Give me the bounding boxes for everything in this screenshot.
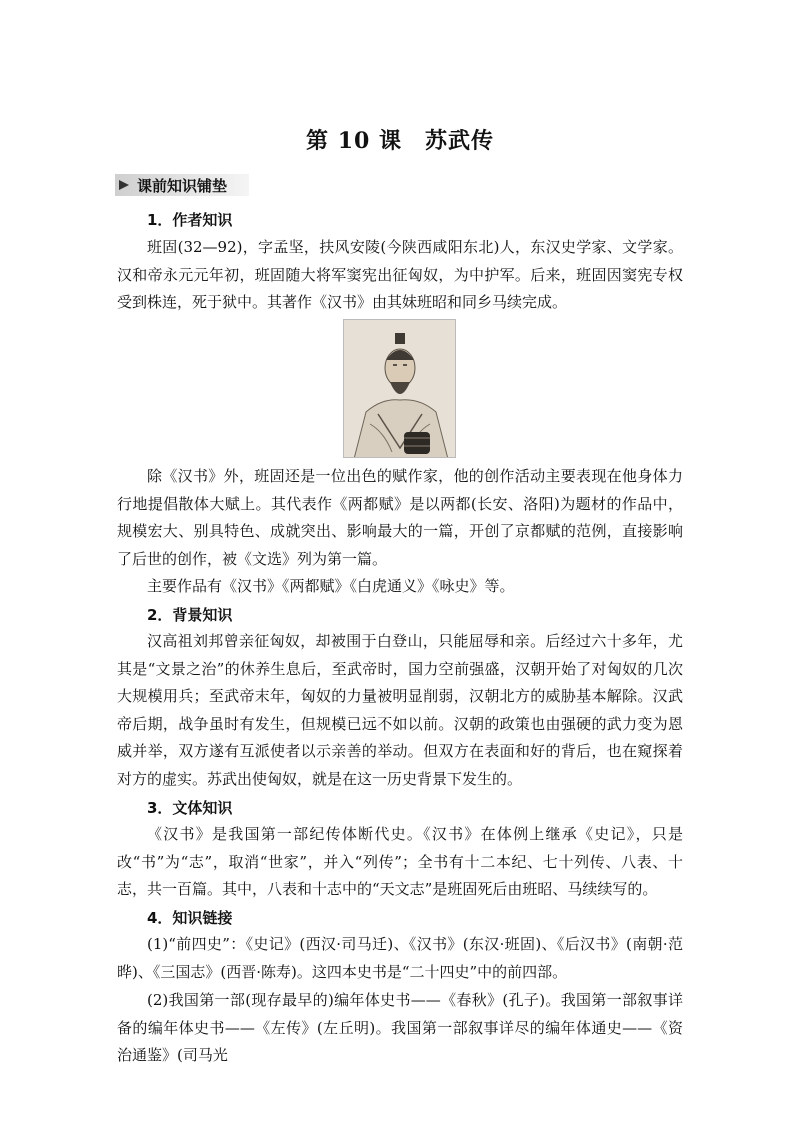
paragraph-author-bio: 班固(32—92)，字孟坚，扶风安陵(今陕西咸阳东北)人，东汉史学家、文学家。汉和帝永元元年初，班固随大将军窦宪出征匈奴，为中护军。后来，班固因窦宪专权受到株连，死于狱中。其著作《汉书》由其妹班昭和同乡马续完成。 — [117, 238, 683, 311]
paragraph-author-major-works: 主要作品有《汉书》《两都赋》《白虎通义》《咏史》等。 — [147, 577, 515, 595]
section-heading-links: 4．知识链接 — [147, 909, 233, 927]
ban-gu-portrait-illustration — [344, 320, 456, 458]
section-heading-background: 2．背景知识 — [147, 606, 233, 624]
arrow-marker-icon — [119, 180, 129, 190]
section-banner-label: 课前知识铺垫 — [137, 177, 228, 195]
section-banner — [115, 174, 249, 196]
portrait-image-ban-gu — [343, 319, 456, 458]
section-heading-author: 1．作者知识 — [147, 211, 233, 229]
paragraph-author-works-detail: 除《汉书》外，班固还是一位出色的赋作家，他的创作活动主要表现在他身体力行地提倡散体大赋上。其代表作《两都赋》是以两都(长安、洛阳)为题材的作品中，规模宏大、别具特色、成就突出、影响最大的一篇，开创了京都赋的范例，直接影响了后世的创作，被《文选》列为第一篇。 — [117, 467, 683, 568]
page-title: 第 10 课 苏武传 — [306, 128, 494, 154]
paragraph-four-histories: (1)“前四史”：《史记》(西汉·司马迁)、《汉书》(东汉·班固)、《后汉书》(南朝·范晔)、《三国志》(西晋·陈寿)。这四本史书是“二十四史”中的前四部。 — [117, 935, 683, 981]
paragraph-genre: 《汉书》是我国第一部纪传体断代史。《汉书》在体例上继承《史记》，只是改“书”为“志”，取消“世家”，并入“列传”；全书有十二本纪、七十列传、八表、十志，共一百篇。其中，八表和十志中的“天文志”是班固死后由班昭、马续续写的。 — [117, 825, 683, 898]
paragraph-chronicles: (2)我国第一部(现存最早的)编年体史书——《春秋》(孔子)。我国第一部叙事详备的编年体史书——《左传》(左丘明)。我国第一部叙事详尽的编年体通史——《资治通鉴》(司马光 — [117, 991, 683, 1064]
section-heading-genre: 3．文体知识 — [147, 799, 233, 817]
paragraph-background: 汉高祖刘邦曾亲征匈奴，却被围于白登山，只能屈辱和亲。后经过六十多年，尤其是“文景之治”的休养生息后，至武帝时，国力空前强盛，汉朝开始了对匈奴的几次大规模用兵；至武帝末年，匈奴的力量被明显削弱，汉朝北方的威胁基本解除。汉武帝后期，战争虽时有发生，但规模已远不如以前。汉朝的政策也由强硬的武力变为恩威并举，双方遂有互派使者以示亲善的举动。但双方在表面和好的背后，也在窥探着对方的虚实。苏武出使匈奴，就是在这一历史背景下发生的。 — [117, 632, 683, 788]
